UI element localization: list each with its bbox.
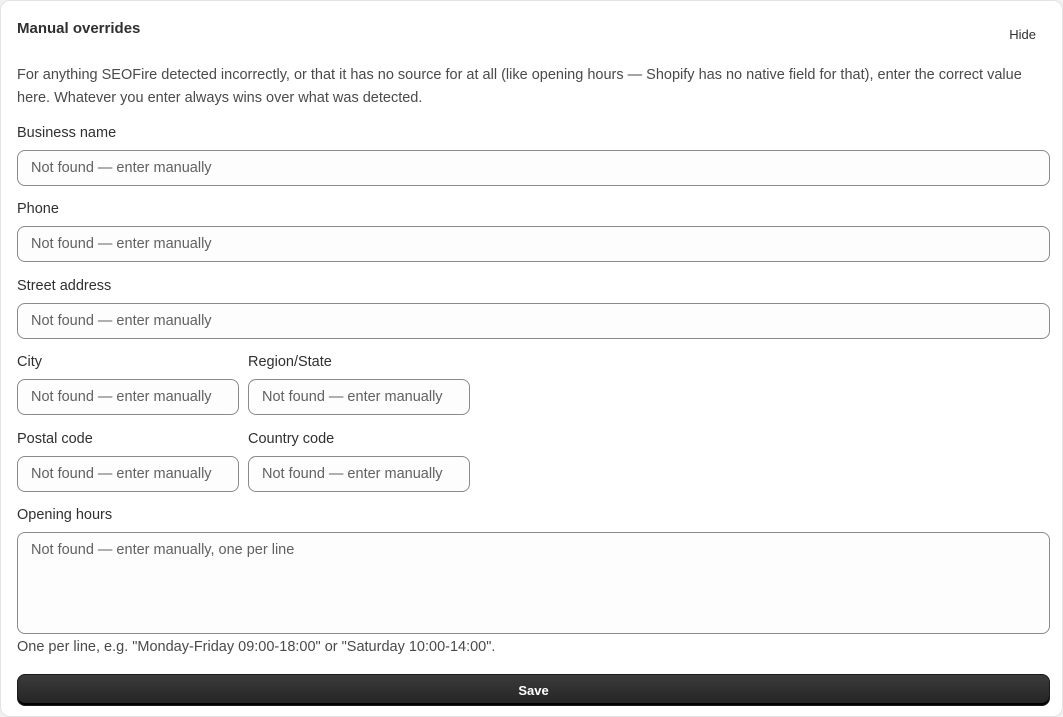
postal-code-input[interactable] [17, 456, 239, 492]
opening-hours-textarea[interactable] [17, 532, 1050, 634]
opening-hours-label: Opening hours [17, 507, 113, 523]
country-code-label: Country code [248, 431, 335, 447]
city-label: City [17, 354, 42, 370]
hide-button[interactable]: Hide [1009, 27, 1036, 42]
postal-code-label: Postal code [17, 431, 93, 447]
region-label: Region/State [248, 354, 332, 370]
card-description: For anything SEOFire detected incorrectly, or that it has no source for at all (like opening hours — Shopify has no native field for that), enter the correct value here. Whatever you enter always wins over what was detected. [17, 67, 1022, 106]
save-button[interactable]: Save [17, 674, 1050, 706]
country-code-input[interactable] [248, 456, 470, 492]
business-name-input[interactable] [17, 150, 1050, 186]
city-input[interactable] [17, 379, 239, 415]
region-input[interactable] [248, 379, 470, 415]
street-address-input[interactable] [17, 303, 1050, 339]
opening-hours-help-text: One per line, e.g. "Monday-Friday 09:00-18:00" or "Saturday 10:00-14:00". [17, 639, 496, 655]
street-address-label: Street address [17, 278, 112, 294]
business-name-label: Business name [17, 125, 117, 141]
phone-input[interactable] [17, 226, 1050, 262]
phone-label: Phone [17, 201, 59, 217]
card-title: Manual overrides [17, 20, 141, 37]
